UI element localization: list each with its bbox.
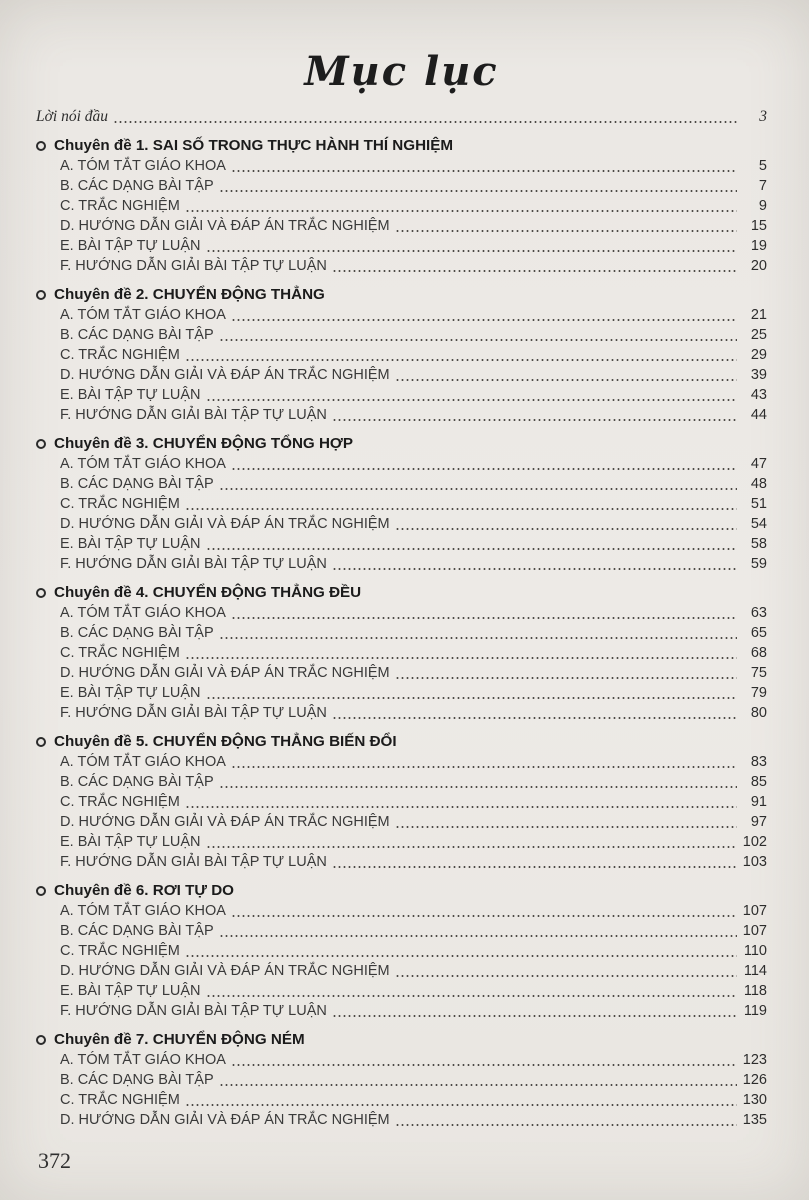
toc-item-label: B. CÁC DẠNG BÀI TẬP — [60, 1072, 214, 1088]
dot-leader — [219, 935, 737, 937]
toc-item — [36, 405, 767, 425]
chapter-title: Chuyên đề 3. CHUYỂN ĐỘNG TỔNG HỢP — [54, 435, 354, 452]
toc-item — [36, 385, 767, 405]
toc-item — [36, 663, 767, 683]
chapter-title: Chuyên đề 4. CHUYỂN ĐỘNG THẲNG ĐỀU — [54, 584, 362, 601]
toc-item-label: D. HƯỚNG DẪN GIẢI VÀ ĐÁP ÁN TRẮC NGHIỆM — [60, 665, 390, 681]
toc-chapter — [36, 1029, 767, 1130]
dot-leader — [185, 657, 737, 659]
toc-item-page: 58 — [750, 536, 767, 552]
dot-leader — [206, 399, 737, 401]
toc-item-label: A. TÓM TẮT GIÁO KHOA — [60, 456, 226, 472]
page-title: Mục lục — [304, 48, 499, 95]
dot-leader — [332, 866, 737, 868]
dot-leader — [395, 379, 737, 381]
dot-leader — [185, 806, 737, 808]
toc-chapter — [36, 731, 767, 872]
toc-intro-label: Lời nói đầu — [36, 108, 109, 125]
toc-item — [36, 236, 767, 256]
toc-chapter — [36, 433, 767, 574]
dot-leader — [206, 250, 737, 252]
toc-item-label: A. TÓM TẮT GIÁO KHOA — [60, 754, 226, 770]
toc-item-page: 123 — [742, 1052, 767, 1068]
dot-leader — [206, 697, 737, 699]
toc-item-page: 51 — [750, 496, 767, 512]
toc-item-label: B. CÁC DẠNG BÀI TẬP — [60, 625, 214, 641]
toc-item-label: F. HƯỚNG DẪN GIẢI BÀI TẬP TỰ LUẬN — [60, 556, 327, 572]
toc-item-label: A. TÓM TẮT GIÁO KHOA — [60, 903, 226, 919]
toc-item-page: 118 — [743, 983, 767, 999]
dot-leader — [206, 846, 737, 848]
toc-item-page: 85 — [750, 774, 767, 790]
toc-item-page: 130 — [742, 1092, 767, 1108]
toc-chapter — [36, 880, 767, 1021]
toc-item-page: 39 — [750, 367, 767, 383]
dot-leader — [219, 1084, 737, 1086]
toc-item-label: C. TRẮC NGHIỆM — [60, 496, 180, 512]
chapter-heading — [36, 284, 767, 305]
toc-item — [36, 921, 767, 941]
dot-leader — [395, 230, 737, 232]
toc-item — [36, 474, 767, 494]
toc-item — [36, 365, 767, 385]
toc-item-page: 126 — [742, 1072, 767, 1088]
chapter-heading — [36, 582, 767, 603]
dot-leader — [219, 488, 737, 490]
chapter-heading — [36, 135, 767, 156]
toc-item-page: 75 — [750, 665, 767, 681]
dot-leader — [395, 677, 737, 679]
toc-item-label: C. TRẮC NGHIỆM — [60, 794, 180, 810]
toc-item-page: 91 — [750, 794, 767, 810]
toc-item-page: 114 — [743, 963, 767, 979]
toc-item-page: 107 — [742, 923, 767, 939]
toc-item-page: 97 — [750, 814, 767, 830]
toc-item — [36, 792, 767, 812]
toc-item — [36, 554, 767, 574]
toc-item — [36, 345, 767, 365]
toc-item-page: 103 — [742, 854, 767, 870]
dot-leader — [231, 468, 737, 470]
toc-item — [36, 981, 767, 1001]
toc-item — [36, 196, 767, 216]
toc-item — [36, 852, 767, 872]
toc-item-label: E. BÀI TẬP TỰ LUẬN — [60, 685, 201, 701]
toc-item — [36, 961, 767, 981]
chapter-title: Chuyên đề 2. CHUYỂN ĐỘNG THẲNG — [54, 286, 325, 303]
toc-item — [36, 494, 767, 514]
dot-leader — [113, 121, 737, 123]
toc-item-label: D. HƯỚNG DẪN GIẢI VÀ ĐÁP ÁN TRẮC NGHIỆM — [60, 367, 390, 383]
toc-item — [36, 1110, 767, 1130]
toc-item-page: 54 — [750, 516, 767, 532]
toc-chapter — [36, 135, 767, 276]
circle-bullet-icon — [36, 588, 46, 598]
dot-leader — [206, 548, 737, 550]
dot-leader — [231, 617, 737, 619]
toc-item — [36, 901, 767, 921]
toc-item-page: 135 — [742, 1112, 767, 1128]
toc-item-page: 15 — [750, 218, 767, 234]
toc-item — [36, 832, 767, 852]
toc-item-page: 65 — [750, 625, 767, 641]
dot-leader — [206, 995, 737, 997]
toc-item-page: 107 — [742, 903, 767, 919]
chapter-title: Chuyên đề 1. SAI SỐ TRONG THỰC HÀNH THÍ NGHIỆM — [54, 137, 454, 154]
toc-item-label: A. TÓM TẮT GIÁO KHOA — [60, 605, 226, 621]
chapter-heading — [36, 880, 767, 901]
circle-bullet-icon — [36, 141, 46, 151]
chapter-title: Chuyên đề 5. CHUYỂN ĐỘNG THẲNG BIẾN ĐỔI — [54, 733, 397, 750]
toc-item — [36, 941, 767, 961]
page-number: 372 — [38, 1148, 71, 1173]
toc-item-label: B. CÁC DẠNG BÀI TẬP — [60, 476, 214, 492]
dot-leader — [231, 1064, 737, 1066]
chapter-heading — [36, 433, 767, 454]
toc-item — [36, 156, 767, 176]
circle-bullet-icon — [36, 290, 46, 300]
chapter-title: Chuyên đề 6. RƠI TỰ DO — [54, 882, 234, 899]
toc-item-page: 48 — [750, 476, 767, 492]
toc-item-label: D. HƯỚNG DẪN GIẢI VÀ ĐÁP ÁN TRẮC NGHIỆM — [60, 963, 390, 979]
dot-leader — [332, 419, 737, 421]
toc-item-label: A. TÓM TẮT GIÁO KHOA — [60, 158, 226, 174]
dot-leader — [332, 1015, 737, 1017]
toc-item-page: 5 — [758, 158, 767, 174]
toc-item-page: 110 — [743, 943, 767, 959]
toc-item — [36, 176, 767, 196]
dot-leader — [219, 786, 737, 788]
toc-item — [36, 256, 767, 276]
toc-item-page: 29 — [750, 347, 767, 363]
toc-item — [36, 683, 767, 703]
dot-leader — [395, 826, 737, 828]
toc-item-label: B. CÁC DẠNG BÀI TẬP — [60, 774, 214, 790]
toc-item-label: F. HƯỚNG DẪN GIẢI BÀI TẬP TỰ LUẬN — [60, 258, 327, 274]
toc-item-page: 7 — [758, 178, 767, 194]
dot-leader — [219, 190, 737, 192]
dot-leader — [185, 359, 737, 361]
dot-leader — [231, 319, 737, 321]
toc-item — [36, 603, 767, 623]
toc-item-label: E. BÀI TẬP TỰ LUẬN — [60, 983, 201, 999]
toc-item-label: C. TRẮC NGHIỆM — [60, 943, 180, 959]
dot-leader — [231, 766, 737, 768]
toc-item — [36, 643, 767, 663]
toc-item-page: 19 — [750, 238, 767, 254]
toc-item — [36, 752, 767, 772]
toc-item — [36, 703, 767, 723]
toc-item-label: D. HƯỚNG DẪN GIẢI VÀ ĐÁP ÁN TRẮC NGHIỆM — [60, 1112, 390, 1128]
toc-item — [36, 534, 767, 554]
chapter-title: Chuyên đề 7. CHUYỂN ĐỘNG NÉM — [54, 1031, 305, 1048]
toc-item-label: A. TÓM TẮT GIÁO KHOA — [60, 307, 226, 323]
toc-item-label: D. HƯỚNG DẪN GIẢI VÀ ĐÁP ÁN TRẮC NGHIỆM — [60, 516, 390, 532]
toc-item-label: F. HƯỚNG DẪN GIẢI BÀI TẬP TỰ LUẬN — [60, 705, 327, 721]
toc-item-label: C. TRẮC NGHIỆM — [60, 347, 180, 363]
toc-item-page: 63 — [750, 605, 767, 621]
circle-bullet-icon — [36, 737, 46, 747]
toc-item — [36, 1090, 767, 1110]
dot-leader — [219, 637, 737, 639]
toc-intro-page: 3 — [759, 108, 767, 125]
toc-item-label: E. BÀI TẬP TỰ LUẬN — [60, 536, 201, 552]
toc-item-label: D. HƯỚNG DẪN GIẢI VÀ ĐÁP ÁN TRẮC NGHIỆM — [60, 814, 390, 830]
toc-intro-row — [36, 107, 767, 127]
toc-item — [36, 1070, 767, 1090]
toc-item — [36, 623, 767, 643]
toc-item-label: D. HƯỚNG DẪN GIẢI VÀ ĐÁP ÁN TRẮC NGHIỆM — [60, 218, 390, 234]
chapter-heading — [36, 731, 767, 752]
toc-chapters — [36, 135, 767, 1130]
toc-item — [36, 1001, 767, 1021]
toc-item-page: 79 — [750, 685, 767, 701]
circle-bullet-icon — [36, 1035, 46, 1045]
toc-item-label: C. TRẮC NGHIỆM — [60, 645, 180, 661]
toc-item-page: 9 — [758, 198, 767, 214]
dot-leader — [395, 1124, 737, 1126]
dot-leader — [395, 528, 737, 530]
toc-item-page: 21 — [750, 307, 767, 323]
dot-leader — [219, 339, 737, 341]
dot-leader — [231, 915, 737, 917]
toc-item-page: 20 — [750, 258, 767, 274]
dot-leader — [332, 717, 737, 719]
toc-item-page: 43 — [750, 387, 767, 403]
dot-leader — [185, 955, 737, 957]
toc-item — [36, 454, 767, 474]
toc-item-label: A. TÓM TẮT GIÁO KHOA — [60, 1052, 226, 1068]
toc-item-label: C. TRẮC NGHIỆM — [60, 198, 180, 214]
dot-leader — [185, 210, 737, 212]
toc-item-page: 119 — [743, 1003, 767, 1019]
toc-item — [36, 325, 767, 345]
toc-item-page: 25 — [750, 327, 767, 343]
dot-leader — [231, 170, 737, 172]
toc-item-label: C. TRẮC NGHIỆM — [60, 1092, 180, 1108]
dot-leader — [332, 568, 737, 570]
toc-item-label: F. HƯỚNG DẪN GIẢI BÀI TẬP TỰ LUẬN — [60, 854, 327, 870]
toc-item-label: E. BÀI TẬP TỰ LUẬN — [60, 387, 201, 403]
dot-leader — [185, 508, 737, 510]
toc-item-page: 83 — [750, 754, 767, 770]
circle-bullet-icon — [36, 886, 46, 896]
toc-item-page: 47 — [750, 456, 767, 472]
toc-item-page: 59 — [750, 556, 767, 572]
dot-leader — [332, 270, 737, 272]
toc-item-page: 68 — [750, 645, 767, 661]
toc-item — [36, 216, 767, 236]
toc-item-label: B. CÁC DẠNG BÀI TẬP — [60, 923, 214, 939]
toc-chapter — [36, 582, 767, 723]
toc-item-page: 80 — [750, 705, 767, 721]
toc-item — [36, 1050, 767, 1070]
toc-item — [36, 772, 767, 792]
toc-item-page: 44 — [750, 407, 767, 423]
toc-item — [36, 305, 767, 325]
dot-leader — [395, 975, 737, 977]
toc-item — [36, 514, 767, 534]
toc-item-page: 102 — [742, 834, 767, 850]
chapter-heading — [36, 1029, 767, 1050]
circle-bullet-icon — [36, 439, 46, 449]
dot-leader — [185, 1104, 737, 1106]
toc-item-label: E. BÀI TẬP TỰ LUẬN — [60, 834, 201, 850]
toc-item-label: F. HƯỚNG DẪN GIẢI BÀI TẬP TỰ LUẬN — [60, 407, 327, 423]
toc-chapter — [36, 284, 767, 425]
toc-item — [36, 812, 767, 832]
toc-item-label: F. HƯỚNG DẪN GIẢI BÀI TẬP TỰ LUẬN — [60, 1003, 327, 1019]
toc-item-label: B. CÁC DẠNG BÀI TẬP — [60, 178, 214, 194]
toc-item-label: E. BÀI TẬP TỰ LUẬN — [60, 238, 201, 254]
toc-item-label: B. CÁC DẠNG BÀI TẬP — [60, 327, 214, 343]
